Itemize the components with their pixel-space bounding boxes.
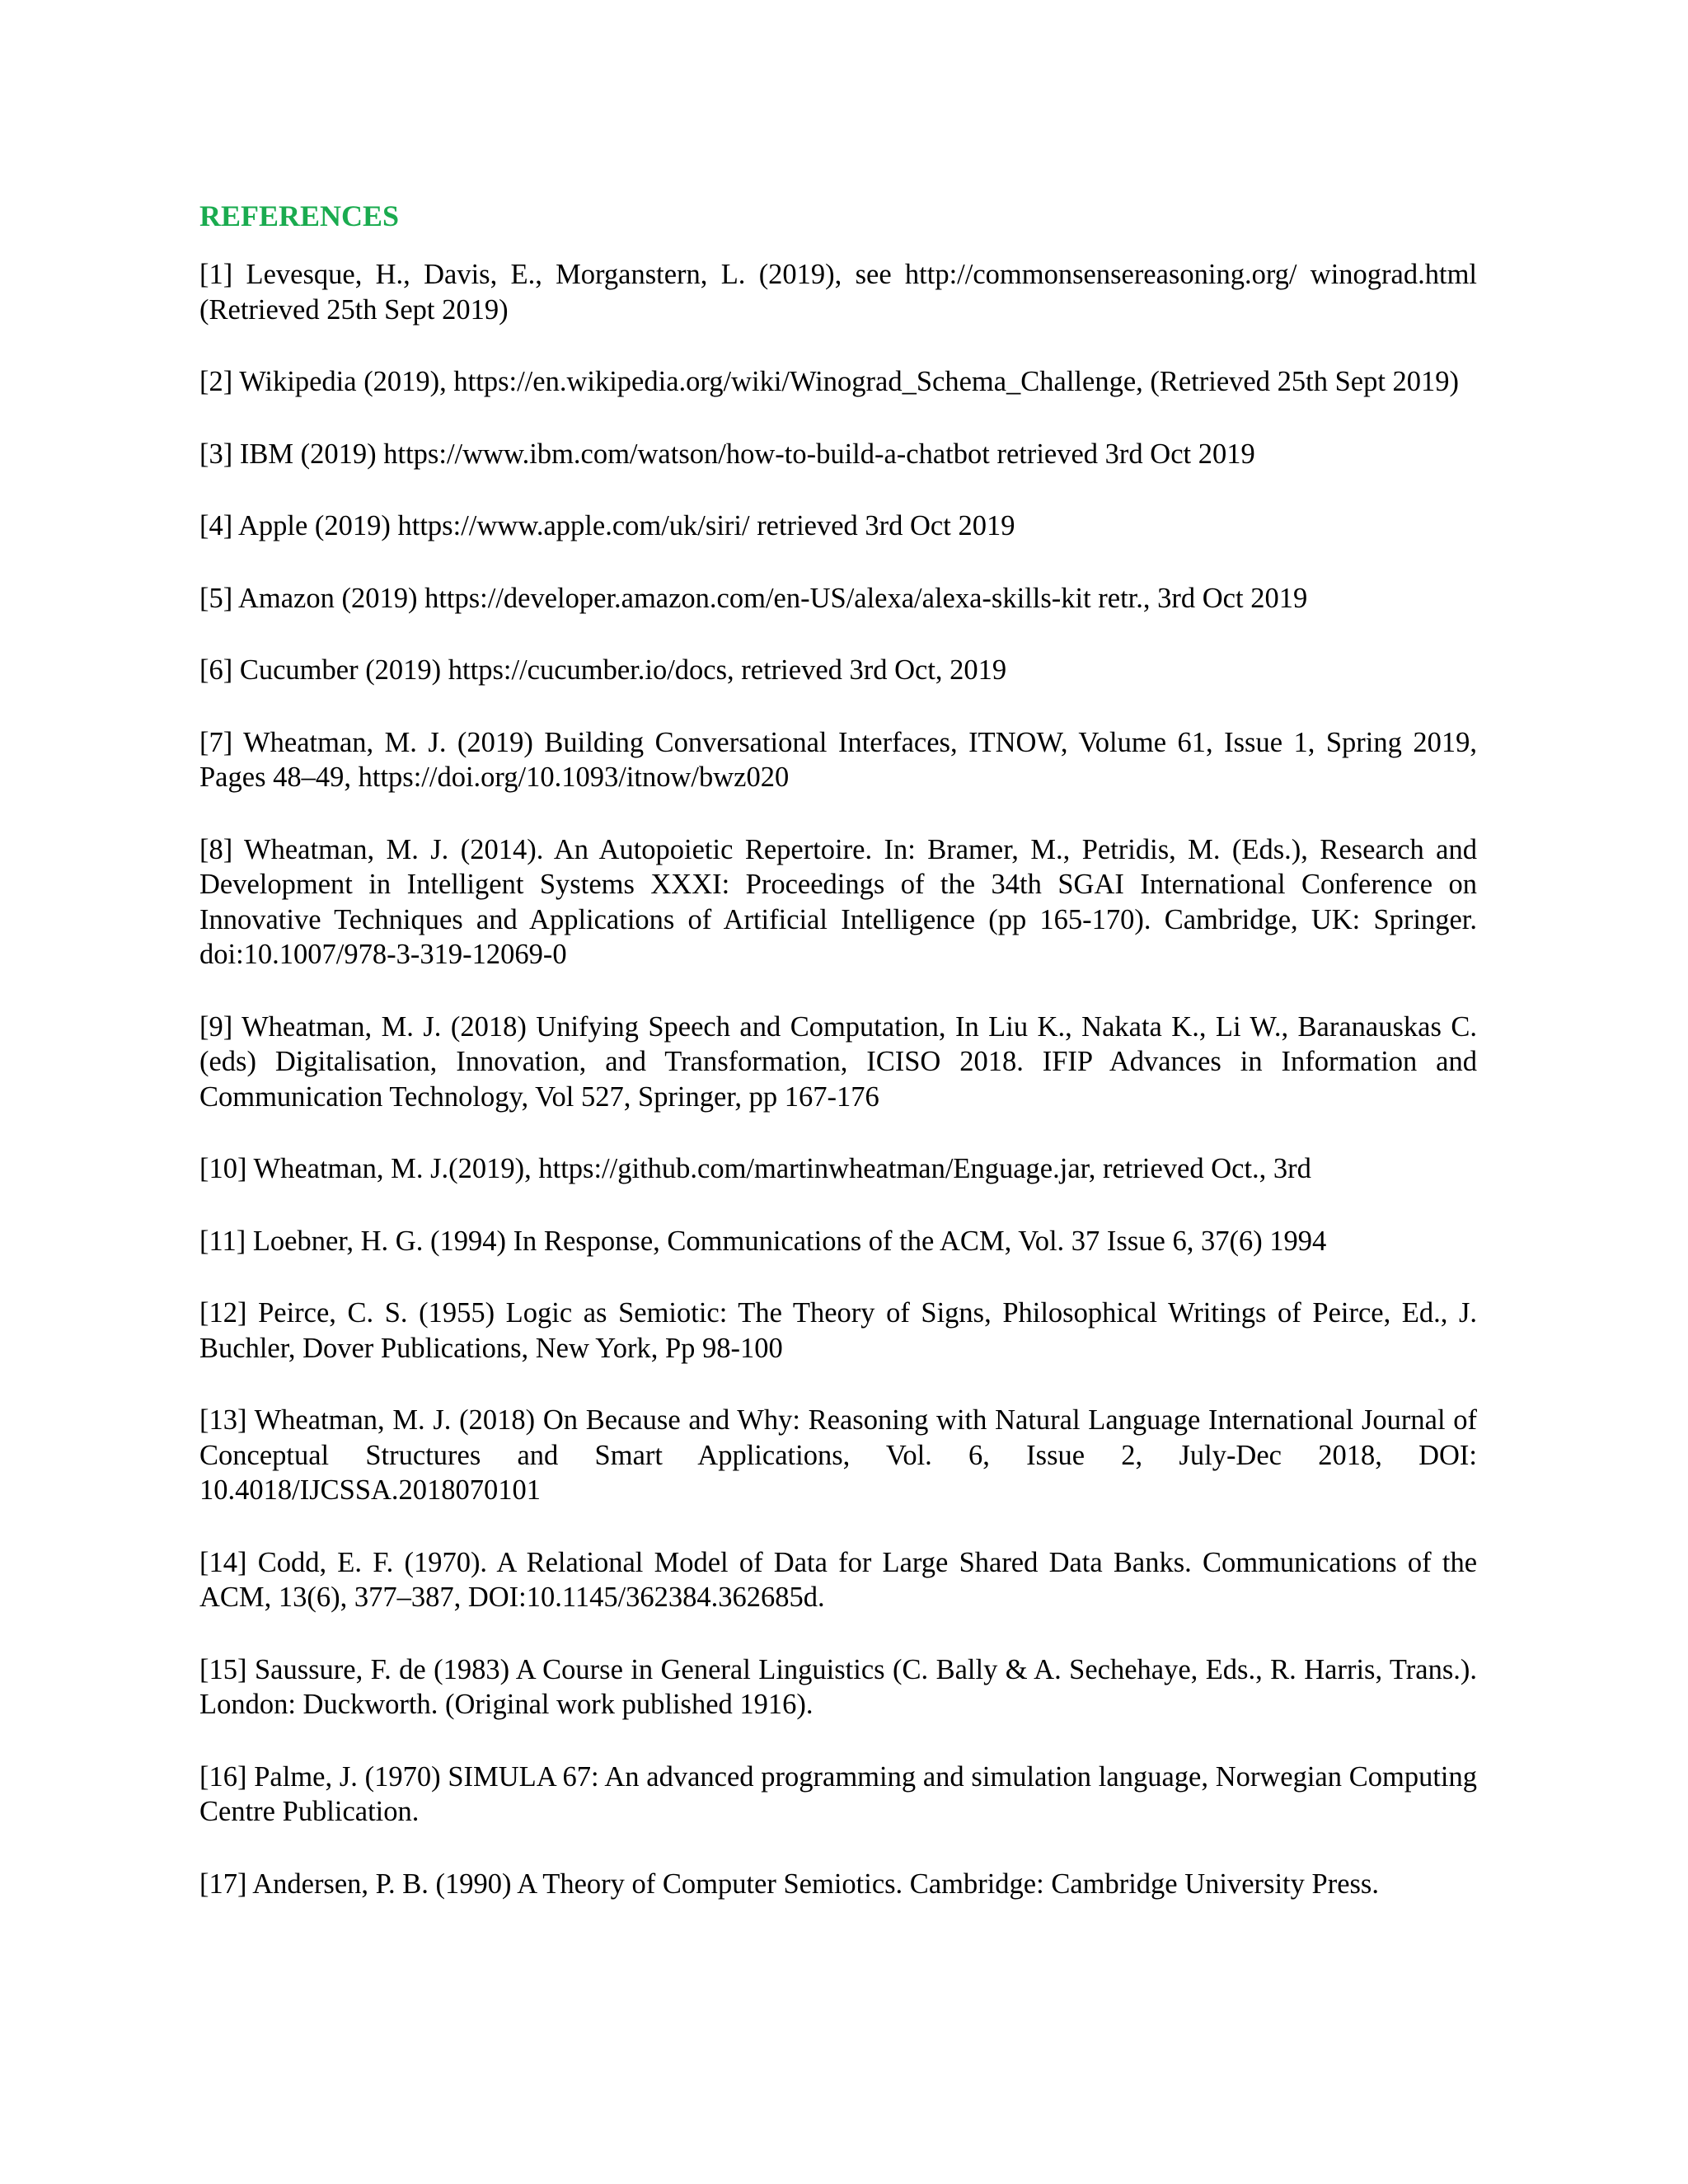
reference-text: Codd, E. F. (1970). A Relational Model of Data for Large Shared Data Banks. Communications of the ACM, 13(6), 377–387, DOI:10.1145/362384.362685d.: [199, 1546, 1478, 1613]
reference-item: [199, 1010, 1477, 1115]
reference-list: [199, 257, 1477, 1901]
reference-item: [199, 581, 1477, 616]
reference-number: [5]: [199, 582, 233, 614]
reference-item: [199, 1867, 1477, 1902]
reference-item: [199, 1403, 1477, 1508]
reference-item: [199, 832, 1477, 972]
reference-number: [4]: [199, 510, 233, 541]
reference-number: [6]: [199, 654, 233, 686]
reference-text: Wheatman, M. J. (2019) Building Conversational Interfaces, ITNOW, Volume 61, Issue 1, Spring 2019, Pages 48–49, https://doi.org/10.1093/itnow/bwz020: [199, 726, 1477, 793]
reference-item: [199, 1296, 1477, 1366]
reference-number: [2]: [199, 366, 233, 397]
reference-text: Wikipedia (2019), https://en.wikipedia.org/wiki/Winograd_Schema_Challenge, (Retrieved 25th Sept 2019): [239, 366, 1460, 397]
reference-item: [199, 1151, 1477, 1187]
reference-text: Andersen, P. B. (1990) A Theory of Computer Semiotics. Cambridge: Cambridge University Press.: [252, 1868, 1379, 1900]
reference-text: Cucumber (2019) https://cucumber.io/docs, retrieved 3rd Oct, 2019: [239, 654, 1007, 686]
reference-number: [9]: [199, 1010, 233, 1043]
reference-number: [16]: [199, 1760, 247, 1793]
reference-text: Wheatman, M. J. (2014). An Autopoietic Repertoire. In: Bramer, M., Petridis, M. (Eds.), Research and Development in Intelligent Systems XXXI: Proceedings of the 34th SGAI International Conference on Innovative Techniques and Applications of Artificial Intelligence (pp 165-170). Cambridge, UK: Springer. doi:10.1007/978-3-319-12069-0: [199, 833, 1477, 970]
reference-number: [17]: [199, 1868, 247, 1900]
reference-text: Wheatman, M. J. (2018) On Because and Why: Reasoning with Natural Language International Journal of Conceptual Structures and Smart Applications, Vol. 6, Issue 2, July-Dec 2018, DOI: 10.4018/IJCSSA.2018070101: [199, 1404, 1477, 1506]
reference-number: [3]: [199, 438, 233, 470]
reference-text: Peirce, C. S. (1955) Logic as Semiotic: The Theory of Signs, Philosophical Writings of Peirce, Ed., J. Buchler, Dover Publications, New York, Pp 98-100: [199, 1297, 1477, 1364]
references-heading: REFERENCES: [199, 199, 400, 232]
reference-text: IBM (2019) https://www.ibm.com/watson/how-to-build-a-chatbot retrieved 3rd Oct 2019: [239, 438, 1255, 470]
reference-text: Wheatman, M. J.(2019), https://github.com/martinwheatman/Enguage.jar, retrieved Oct., 3rd: [253, 1153, 1311, 1184]
reference-item: [199, 437, 1477, 472]
reference-number: [14]: [199, 1546, 247, 1578]
reference-text: Amazon (2019) https://developer.amazon.com/en-US/alexa/alexa-skills-kit retr., 3rd Oct 2019: [237, 582, 1308, 614]
reference-text: Wheatman, M. J. (2018) Unifying Speech and Computation, In Liu K., Nakata K., Li W., Baranauskas C. (eds) Digitalisation, Innovation, and Transformation, ICISO 2018. IFIP Advances in Information and Communication Technology, Vol 527, Springer, pp 167-176: [199, 1010, 1477, 1113]
reference-number: [15]: [199, 1653, 247, 1685]
reference-item: [199, 725, 1477, 795]
reference-number: [7]: [199, 726, 233, 758]
reference-number: [10]: [199, 1153, 247, 1184]
reference-item: [199, 1224, 1477, 1259]
reference-text: Palme, J. (1970) SIMULA 67: An advanced programming and simulation language, Norwegian Computing Centre Publication.: [199, 1760, 1477, 1827]
references-page: [199, 198, 1477, 1938]
reference-number: [1]: [199, 259, 233, 290]
reference-item: [199, 1545, 1477, 1615]
reference-number: [12]: [199, 1297, 247, 1329]
reference-number: [8]: [199, 833, 233, 865]
reference-item: [199, 257, 1477, 327]
reference-text: Loebner, H. G. (1994) In Response, Communications of the ACM, Vol. 37 Issue 6, 37(6) 1994: [252, 1225, 1327, 1257]
reference-item: [199, 653, 1477, 688]
reference-number: [11]: [199, 1225, 246, 1257]
reference-item: [199, 364, 1477, 400]
reference-item: [199, 509, 1477, 544]
reference-item: [199, 1760, 1477, 1830]
reference-text: Levesque, H., Davis, E., Morganstern, L. (2019), see http://commonsensereasoning.org/ winograd.html (Retrieved 25th Sept 2019): [199, 259, 1477, 326]
reference-text: Apple (2019) https://www.apple.com/uk/siri/ retrieved 3rd Oct 2019: [237, 510, 1015, 541]
reference-number: [13]: [199, 1404, 247, 1436]
reference-text: Saussure, F. de (1983) A Course in General Linguistics (C. Bally & A. Sechehaye, Eds., R. Harris, Trans.). London: Duckworth. (Original work published 1916).: [199, 1653, 1477, 1720]
reference-item: [199, 1652, 1477, 1722]
